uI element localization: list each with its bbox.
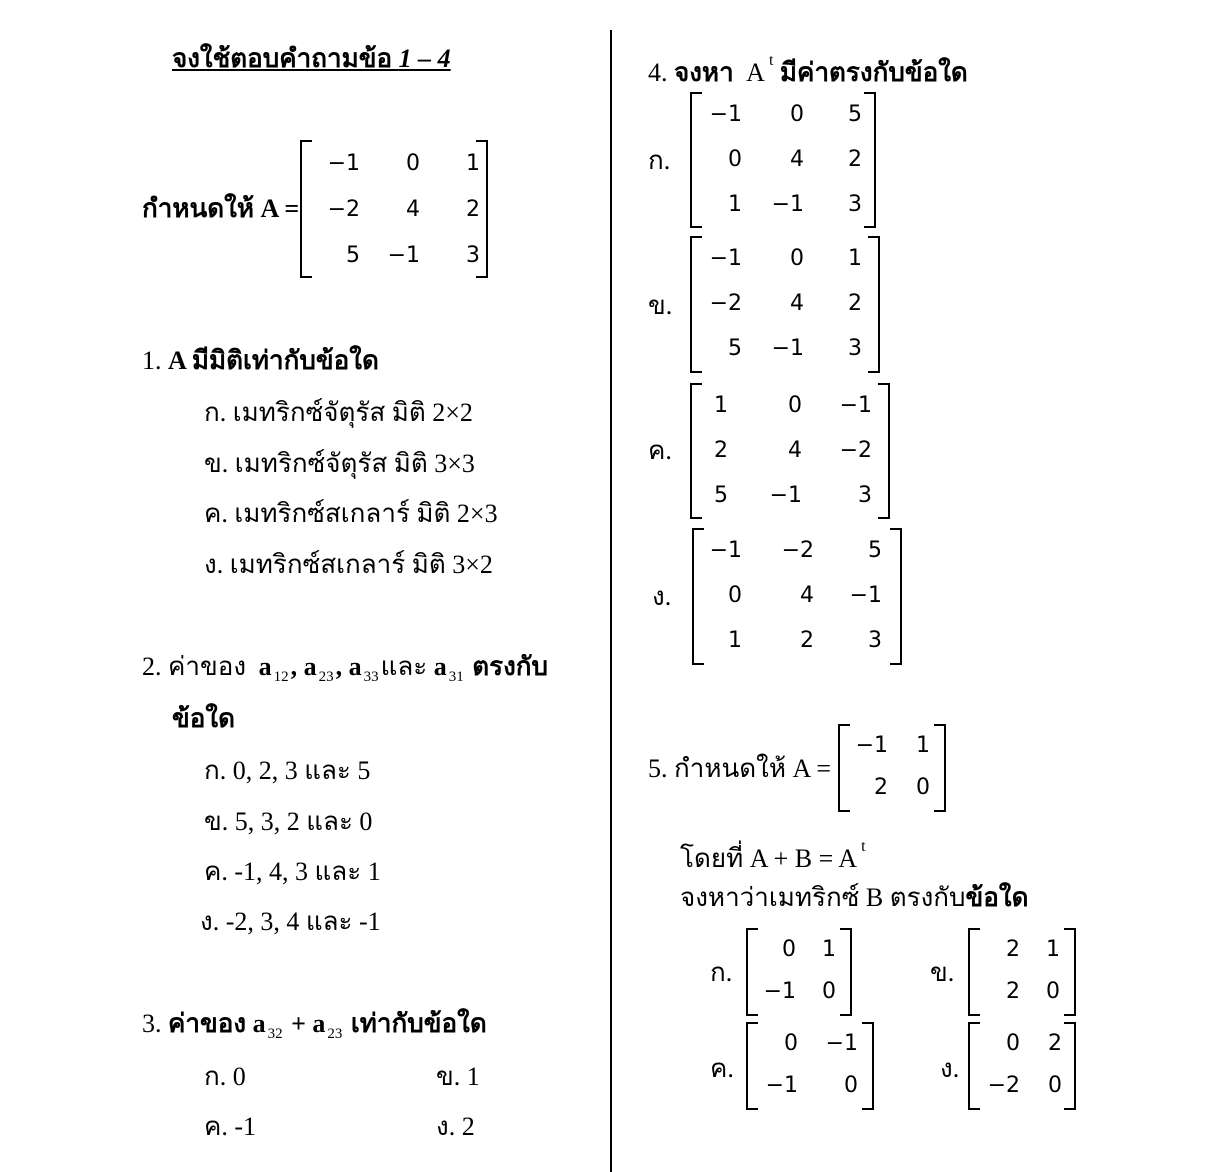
- q4-option-matrix-4-cell-2-1: 0: [728, 583, 742, 608]
- q2-a3: a: [348, 652, 362, 681]
- q3-option-4: ง. 2: [436, 1112, 475, 1141]
- header-range: 1 – 4: [398, 44, 451, 73]
- q5-question: [648, 754, 831, 784]
- q3-plus: +: [291, 1009, 306, 1038]
- right-bracket: [1064, 1022, 1076, 1110]
- q1-text: A มีมิติเท่ากับข้อใด: [168, 346, 379, 375]
- q4-option-matrix-1-cell-3-1: 1: [728, 192, 742, 217]
- q4-option-matrix-1-cell-1-1: −1: [709, 102, 742, 127]
- left-bracket: [690, 92, 702, 228]
- q5-given-matrix-cell-1-2: 1: [916, 732, 930, 758]
- q5-option-label-4: ง.: [940, 1054, 960, 1083]
- q4-prefix: จงหา: [674, 58, 734, 87]
- q3-a2: a: [312, 1009, 326, 1038]
- q4-option-label-4: ง.: [652, 582, 672, 611]
- q4-option-matrix-2-cell-1-3: 1: [848, 246, 862, 271]
- q4-option-matrix-2-cell-3-2: −1: [771, 336, 804, 361]
- right-bracket: [934, 724, 946, 812]
- q5-option-matrix-4-cell-1-1: 0: [1006, 1030, 1020, 1056]
- q1-option-2: ข. เมทริกซ์จัตุรัส มิติ 3×3: [204, 449, 475, 478]
- q4-option-matrix-2-cell-2-3: 2: [848, 291, 862, 316]
- q5-option-matrix-2: [968, 928, 1076, 1016]
- q4-option-matrix-1-cell-1-2: 0: [790, 102, 804, 127]
- given-matrix-cell-2-1: −2: [327, 196, 360, 222]
- q4-option-matrix-3-cell-2-1: 2: [714, 438, 728, 463]
- q2-sub-31: 31: [448, 669, 464, 685]
- q2-option-2: ข. 5, 3, 2 และ 0: [204, 807, 373, 836]
- q2-line2: ข้อใด: [172, 704, 235, 733]
- q2-and: และ: [380, 652, 428, 681]
- q3-a1: a: [252, 1009, 266, 1038]
- q2-comma-2: ,: [335, 652, 343, 681]
- q4-option-label-2: ข.: [648, 291, 673, 320]
- left-bracket: [692, 528, 704, 665]
- section-header: [172, 44, 451, 74]
- q2-sub-12: 12: [273, 669, 289, 685]
- q4-A: A: [746, 58, 765, 87]
- q4-option-matrix-1-cell-2-3: 2: [848, 147, 862, 172]
- q3-prefix: ค่าของ: [168, 1009, 247, 1038]
- q4-option-matrix-4-cell-1-3: 5: [868, 538, 882, 563]
- q4-option-matrix-1-cell-2-1: 0: [728, 147, 742, 172]
- q3-number: 3.: [142, 1009, 162, 1038]
- q5-option-matrix-3-cell-1-2: −1: [825, 1030, 858, 1056]
- q4-option-matrix-4-cell-3-2: 2: [800, 628, 814, 653]
- q4-option-matrix-3-cell-2-3: −2: [839, 438, 872, 463]
- q5-line3b: ข้อใด: [965, 883, 1029, 912]
- q4-option-matrix-4-cell-1-1: −1: [709, 538, 742, 563]
- q5-condition: [680, 832, 866, 874]
- given-matrix-cell-1-1: −1: [327, 150, 360, 176]
- q5-option-label-2: ข.: [930, 958, 955, 987]
- q4-option-matrix-2-cell-3-1: 5: [728, 336, 742, 361]
- left-bracket: [968, 1022, 980, 1110]
- q5-option-matrix-2-cell-1-1: 2: [1006, 936, 1020, 962]
- q4-option-label-1: ก.: [648, 146, 671, 175]
- q5-option-matrix-4-cell-1-2: 2: [1048, 1030, 1062, 1056]
- q5-line3a: จงหาว่าเมทริกซ์ B ตรงกับ: [680, 883, 966, 912]
- column-divider: [610, 30, 612, 1172]
- q4-option-matrix-4: [692, 528, 902, 665]
- q4-number: 4.: [648, 58, 668, 87]
- q4-t: t: [768, 52, 774, 69]
- q4-option-matrix-4-cell-1-2: −2: [781, 538, 814, 563]
- q4-option-matrix-2-cell-2-2: 4: [790, 291, 804, 316]
- given-label: กำหนดให้ A =: [142, 194, 300, 223]
- q4-question: [648, 46, 968, 88]
- q5-given-matrix-cell-2-1: 2: [874, 774, 888, 800]
- given-matrix-cell-2-3: 2: [466, 196, 480, 222]
- left-bracket: [690, 383, 702, 519]
- q3-sub-32: 32: [267, 1026, 283, 1042]
- q4-option-matrix-2: [690, 236, 880, 373]
- q4-option-matrix-1: [690, 92, 876, 228]
- q5-option-matrix-2-cell-1-2: 1: [1046, 936, 1060, 962]
- q1-number: 1.: [142, 346, 162, 375]
- q5-condition-text: โดยที่ A + B = A: [680, 844, 858, 873]
- q5-option-label-1: ก.: [710, 958, 733, 987]
- q5-option-matrix-3-cell-2-1: −1: [765, 1072, 798, 1098]
- q4-option-matrix-4-cell-2-2: 4: [800, 583, 814, 608]
- q4-option-matrix-4-cell-3-3: 3: [868, 628, 882, 653]
- q2-number: 2.: [142, 652, 162, 681]
- q2-sub-33: 33: [363, 669, 379, 685]
- q5-option-matrix-2-cell-2-2: 0: [1046, 978, 1060, 1004]
- left-bracket: [746, 1022, 758, 1110]
- q5-option-matrix-1-cell-1-2: 1: [822, 936, 836, 962]
- left-bracket: [838, 724, 850, 812]
- given-matrix-cell-2-2: 4: [406, 196, 420, 222]
- right-bracket: [1064, 928, 1076, 1016]
- q5-option-matrix-1-cell-2-2: 0: [822, 978, 836, 1004]
- q4-option-matrix-4-cell-3-1: 1: [728, 628, 742, 653]
- left-bracket: [746, 928, 758, 1016]
- q2-a2: a: [303, 652, 317, 681]
- q3-question: [142, 1009, 487, 1049]
- q5-option-label-3: ค.: [710, 1054, 734, 1083]
- q4-option-matrix-2-cell-3-3: 3: [848, 336, 862, 361]
- q5-option-matrix-1: [746, 928, 852, 1016]
- left-bracket: [968, 928, 980, 1016]
- q4-option-matrix-2-cell-2-1: −2: [709, 291, 742, 316]
- q5-option-matrix-1-cell-1-1: 0: [782, 936, 796, 962]
- q4-suffix: มีค่าตรงกับข้อใด: [779, 58, 968, 87]
- left-bracket: [300, 140, 312, 278]
- q5-given-matrix-cell-1-1: −1: [855, 732, 888, 758]
- q2-a1: a: [258, 652, 272, 681]
- right-bracket: [878, 383, 890, 519]
- q5-label: กำหนดให้ A =: [674, 754, 831, 783]
- q4-option-matrix-1-cell-1-3: 5: [848, 102, 862, 127]
- q5-option-matrix-4-cell-2-1: −2: [987, 1072, 1020, 1098]
- right-bracket: [868, 236, 880, 373]
- q4-option-matrix-3-cell-1-1: 1: [714, 393, 728, 418]
- q2-a4: a: [433, 652, 447, 681]
- q5-option-matrix-3: [746, 1022, 874, 1110]
- q4-option-matrix-3-cell-3-2: −1: [769, 483, 802, 508]
- given-matrix-cell-3-2: −1: [387, 242, 420, 268]
- q5-given-matrix-cell-2-2: 0: [916, 774, 930, 800]
- q5-option-matrix-3-cell-1-1: 0: [784, 1030, 798, 1056]
- header-prefix: จงใช้ตอบคำถามข้อ: [172, 44, 399, 73]
- q4-option-label-3: ค.: [648, 436, 672, 465]
- given-matrix-cell-3-3: 3: [466, 242, 480, 268]
- q3-option-2: ข. 1: [436, 1062, 480, 1091]
- q5-option-matrix-4-cell-2-2: 0: [1048, 1072, 1062, 1098]
- right-bracket: [476, 140, 488, 278]
- q4-option-matrix-3-cell-2-2: 4: [788, 438, 802, 463]
- given-matrix: [300, 140, 488, 278]
- q1-option-1: ก. เมทริกซ์จัตุรัส มิติ 2×2: [204, 398, 473, 427]
- q3-option-3: ค. -1: [204, 1112, 257, 1141]
- q4-option-matrix-3-cell-1-3: −1: [839, 393, 872, 418]
- q4-option-matrix-2-cell-1-2: 0: [790, 246, 804, 271]
- right-bracket: [890, 528, 902, 665]
- q5-option-matrix-2-cell-2-1: 2: [1006, 978, 1020, 1004]
- q4-option-matrix-3-cell-3-3: 3: [858, 483, 872, 508]
- q5-given-matrix: [838, 724, 946, 812]
- right-bracket: [862, 1022, 874, 1110]
- given-matrix-cell-1-2: 0: [406, 150, 420, 176]
- q5-number: 5.: [648, 754, 668, 783]
- q5-option-matrix-4: [968, 1022, 1076, 1110]
- left-bracket: [690, 236, 702, 373]
- q4-option-matrix-1-cell-3-2: −1: [771, 192, 804, 217]
- q5-line3: [680, 883, 1029, 913]
- q5-option-matrix-3-cell-2-2: 0: [844, 1072, 858, 1098]
- q1-option-3: ค. เมทริกซ์สเกลาร์ มิติ 2×3: [204, 499, 498, 528]
- q4-option-matrix-3-cell-3-1: 5: [714, 483, 728, 508]
- q3-option-1: ก. 0: [204, 1062, 246, 1091]
- q2-sub-23: 23: [318, 669, 334, 685]
- q2-suffix: ตรงกับ: [472, 652, 549, 681]
- q4-option-matrix-3-cell-1-2: 0: [788, 393, 802, 418]
- q2-prefix: ค่าของ: [168, 652, 247, 681]
- q2-comma-1: ,: [290, 652, 298, 681]
- q1-option-4: ง. เมทริกซ์สเกลาร์ มิติ 3×2: [204, 550, 493, 579]
- q4-option-matrix-4-cell-2-3: −1: [849, 583, 882, 608]
- q4-option-matrix-2-cell-1-1: −1: [709, 246, 742, 271]
- given-matrix-cell-3-1: 5: [346, 242, 360, 268]
- q5-option-matrix-1-cell-2-1: −1: [763, 978, 796, 1004]
- q2-option-1: ก. 0, 2, 3 และ 5: [204, 756, 371, 785]
- q2-question: [142, 652, 548, 692]
- right-bracket: [864, 92, 876, 228]
- q4-option-matrix-3: [690, 383, 890, 519]
- given-matrix-cell-1-3: 1: [466, 150, 480, 176]
- q4-option-matrix-1-cell-2-2: 4: [790, 147, 804, 172]
- q3-suffix: เท่ากับข้อใด: [350, 1009, 487, 1038]
- q1-question: [142, 346, 379, 376]
- q3-sub-23: 23: [327, 1026, 343, 1042]
- q4-option-matrix-1-cell-3-3: 3: [848, 192, 862, 217]
- q5-t: t: [861, 838, 866, 855]
- q2-option-4: ง. -2, 3, 4 และ -1: [200, 907, 381, 936]
- right-bracket: [840, 928, 852, 1016]
- q2-option-3: ค. -1, 4, 3 และ 1: [204, 857, 381, 886]
